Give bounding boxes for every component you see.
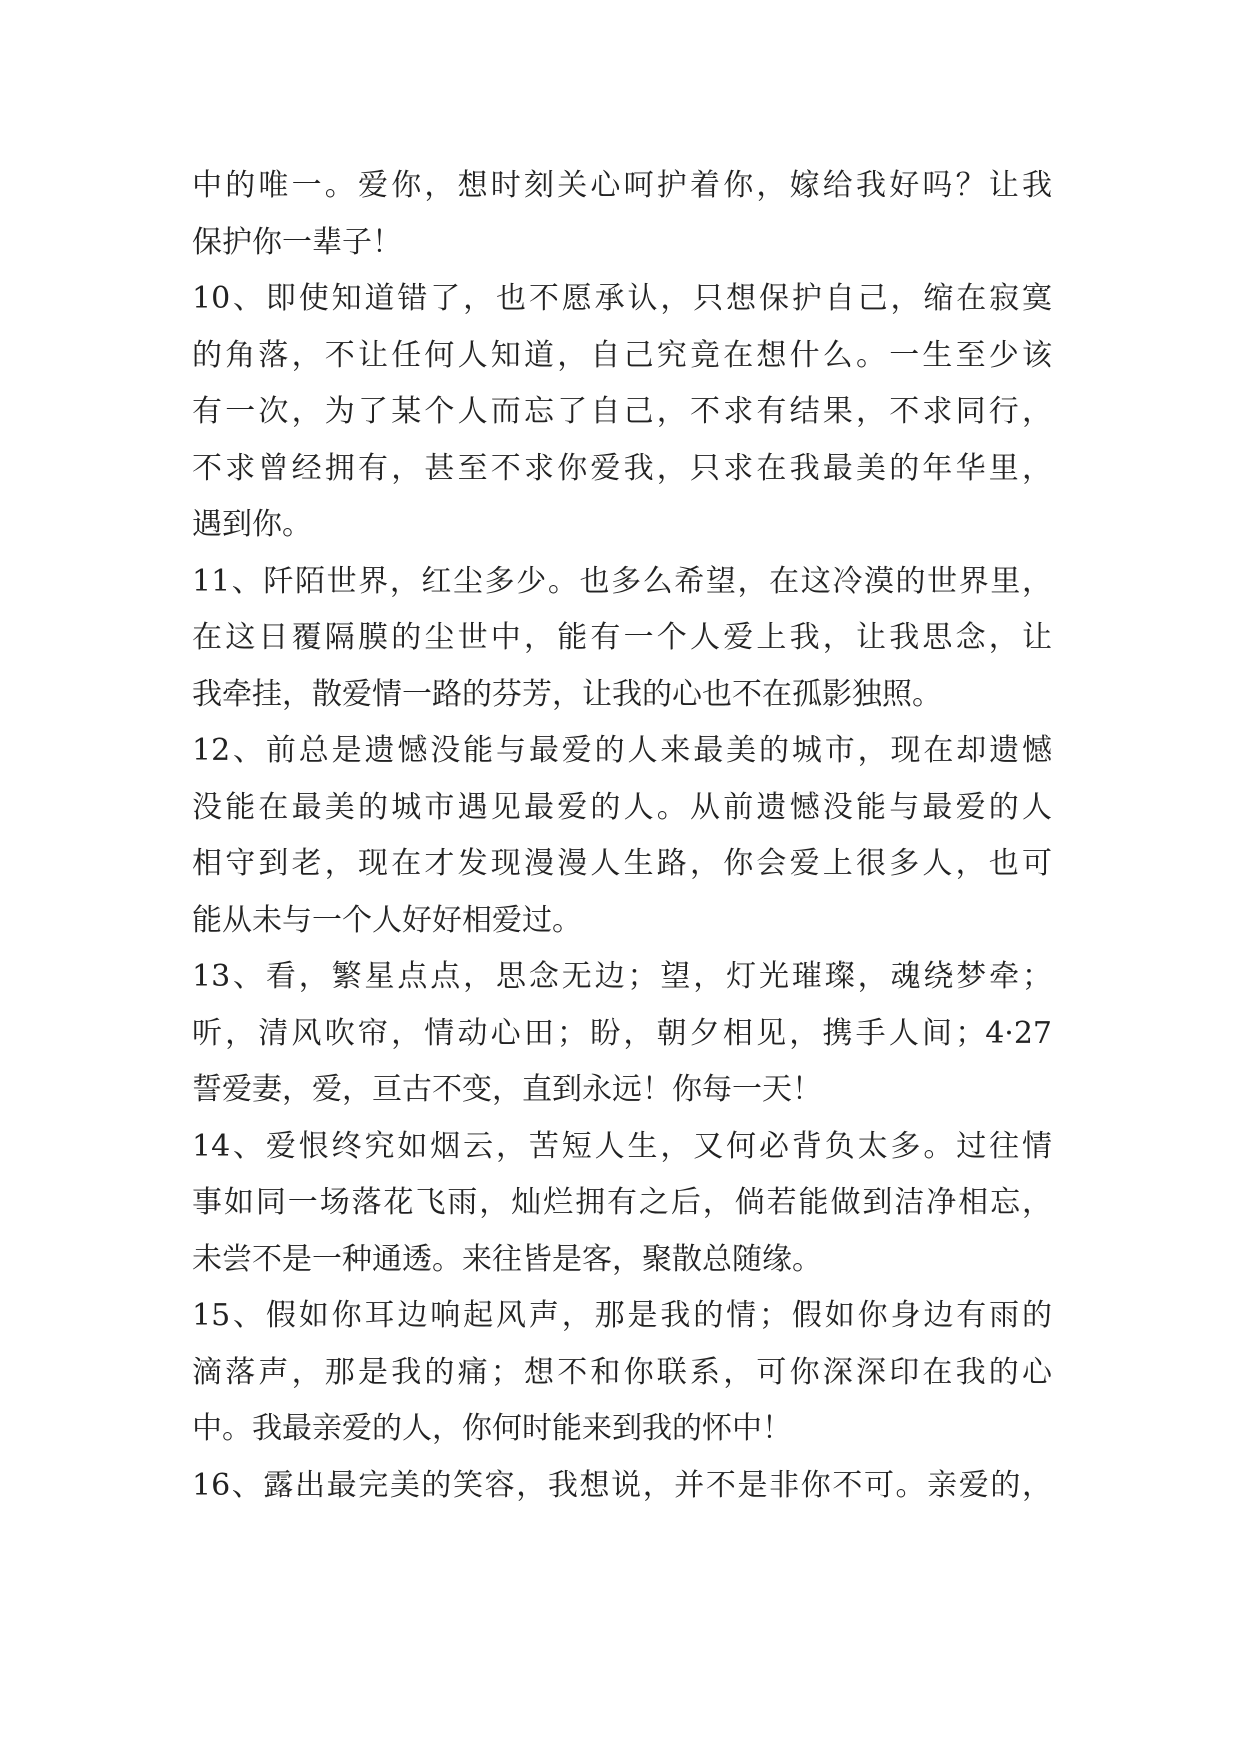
text-line: 12、前总是遗憾没能与最爱的人来最美的城市，现在却遗憾 [192,733,1052,768]
text-line: 11、阡陌世界，红尘多少。也多么希望，在这冷漠的世界里， [192,563,1052,599]
text-line: 10、即使知道错了，也不愿承认，只想保护自己，缩在寂寞 [192,281,1052,316]
text-line: 的角落，不让任何人知道，自己究竟在想什么。一生至少该 [192,337,1052,373]
text-line: 滴落声，那是我的痛；想不和你联系，可你深深印在我的心 [192,1354,1052,1390]
text-line: 16、露出最完美的笑容，我想说，并不是非你不可。亲爱的， [192,1467,1052,1503]
text-line: 中。我最亲爱的人，你何时能来到我的怀中！ [192,1411,792,1446]
text-line: 听，清风吹帘，情动心田；盼，朝夕相见，携手人间；4·27 [192,1015,1052,1051]
text-line: 遇到你。 [192,507,312,542]
text-line: 保护你一辈子！ [192,224,402,260]
text-line: 能从未与一个人好好相爱过。 [192,902,582,938]
text-line: 中的唯一。爱你，想时刻关心呵护着你，嫁给我好吗？让我 [192,168,1052,203]
text-line: 相守到老，现在才发现漫漫人生路，你会爱上很多人，也可 [192,846,1052,881]
text-line: 有一次，为了某个人而忘了自己，不求有结果，不求同行， [192,394,1052,429]
text-line: 不求曾经拥有，甚至不求你爱我，只求在我最美的年华里， [192,450,1052,486]
text-line: 没能在最美的城市遇见最爱的人。从前遗憾没能与最爱的人 [192,789,1052,825]
text-line: 14、爱恨终究如烟云，苦短人生，又何必背负太多。过往情 [192,1128,1052,1164]
text-line: 15、假如你耳边响起风声，那是我的情；假如你身边有雨的 [192,1298,1052,1333]
text-line: 我牵挂，散爱情一路的芬芳，让我的心也不在孤影独照。 [192,676,942,712]
body-text [192,158,1052,1514]
text-line: 事如同一场落花飞雨，灿烂拥有之后，倘若能做到洁净相忘， [192,1185,1052,1220]
text-line: 未尝不是一种通透。来往皆是客，聚散总随缘。 [192,1241,822,1277]
text-line: 誓爱妻，爱，亘古不变，直到永远！你每一天！ [192,1072,822,1107]
text-line: 在这日覆隔膜的尘世中，能有一个人爱上我，让我思念，让 [192,620,1052,655]
text-line: 13、看，繁星点点，思念无边；望，灯光璀璨，魂绕梦牵； [192,959,1052,994]
